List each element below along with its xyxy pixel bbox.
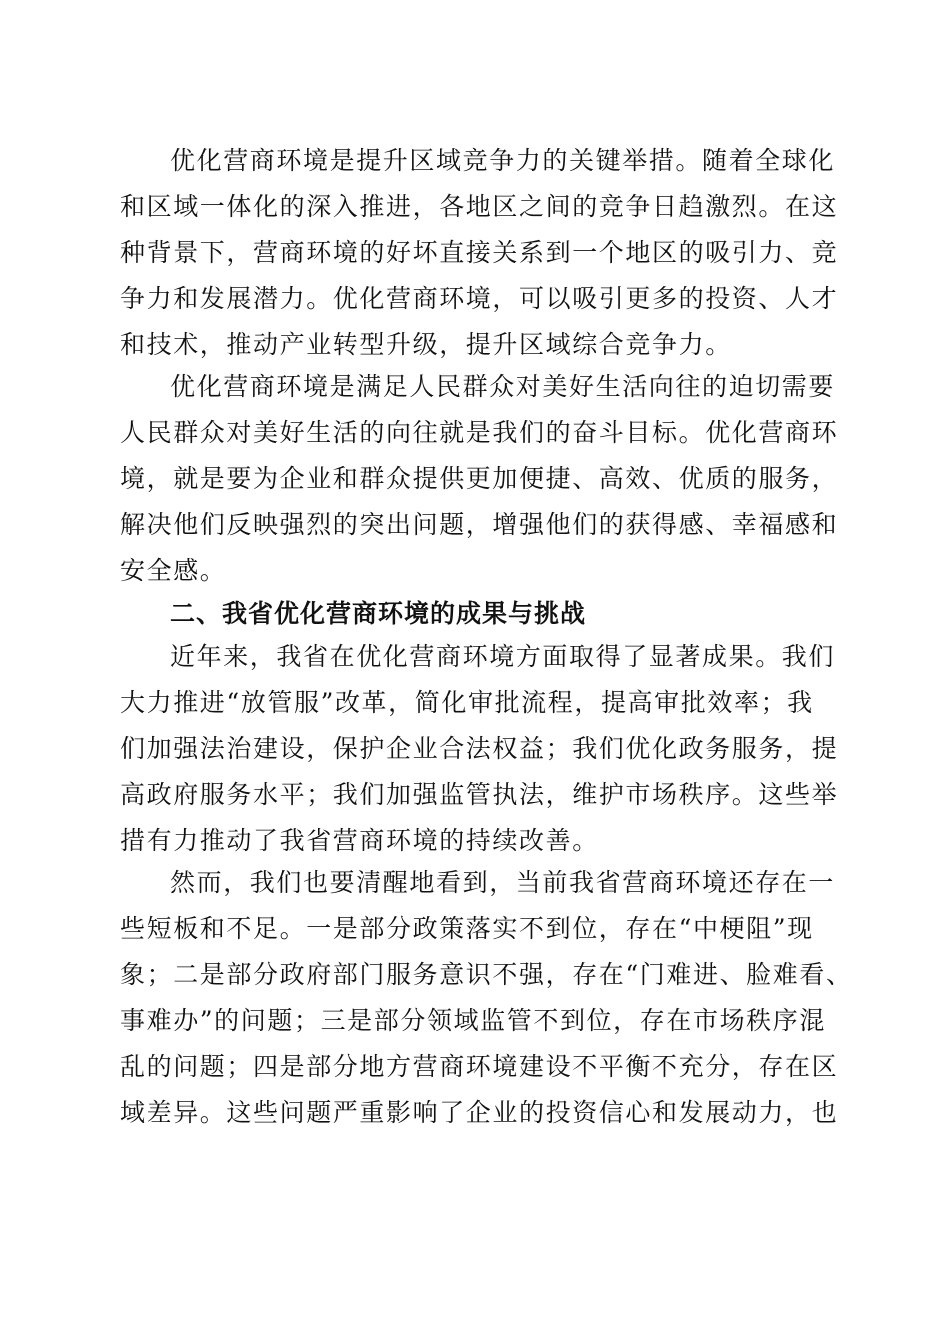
paragraph-3-line-4: 高政府服务水平；我们加强监管执法，维护市场秩序。这些举 — [120, 780, 839, 809]
paragraph-3-line-1: 近年来，我省在优化营商环境方面取得了显著成果。我们 — [170, 642, 836, 671]
paragraph-4-line-4: 事难办”的问题；三是部分领域监管不到位，存在市场秩序混 — [120, 1006, 826, 1035]
paragraph-1-line-4: 争力和发展潜力。优化营商环境，可以吸引更多的投资、人才 — [120, 284, 839, 313]
paragraph-3-line-2: 大力推进“放管服”改革，简化审批流程，提高审批效率；我 — [120, 688, 814, 717]
paragraph-2-line-2: 人民群众对美好生活的向往就是我们的奋斗目标。优化营商环 — [120, 418, 839, 447]
paragraph-4-line-5: 乱的问题；四是部分地方营商环境建设不平衡不充分，存在区 — [120, 1052, 839, 1081]
paragraph-4-line-1: 然而，我们也要清醒地看到，当前我省营商环境还存在一 — [170, 868, 836, 897]
paragraph-4-line-3: 象；二是部分政府部门服务意识不强，存在“门难进、脸难看、 — [120, 960, 853, 989]
paragraph-2-line-1: 优化营商环境是满足人民群众对美好生活向往的迫切需要 — [170, 372, 836, 401]
paragraph-4-line-2: 些短板和不足。一是部分政策落实不到位，存在“中梗阻”现 — [120, 914, 814, 943]
paragraph-1-line-2: 和区域一体化的深入推进，各地区之间的竞争日趋激烈。在这 — [120, 192, 839, 221]
paragraph-1-line-3: 种背景下，营商环境的好坏直接关系到一个地区的吸引力、竞 — [120, 238, 839, 267]
paragraph-3-line-5: 措有力推动了我省营商环境的持续改善。 — [120, 826, 599, 855]
section-heading: 二、我省优化营商环境的成果与挑战 — [170, 599, 587, 628]
paragraph-2-line-4: 解决他们反映强烈的突出问题，增强他们的获得感、幸福感和 — [120, 510, 839, 539]
paragraph-3-line-3: 们加强法治建设，保护企业合法权益；我们优化政务服务，提 — [120, 734, 839, 763]
paragraph-1-line-5: 和技术，推动产业转型升级，提升区域综合竞争力。 — [120, 330, 732, 359]
paragraph-2-line-3: 境，就是要为企业和群众提供更加便捷、高效、优质的服务， — [120, 464, 839, 493]
paragraph-2-line-5: 安全感。 — [120, 556, 227, 585]
paragraph-1-line-1: 优化营商环境是提升区域竞争力的关键举措。随着全球化 — [170, 146, 836, 175]
paragraph-4-line-6: 域差异。这些问题严重影响了企业的投资信心和发展动力，也 — [120, 1098, 839, 1127]
